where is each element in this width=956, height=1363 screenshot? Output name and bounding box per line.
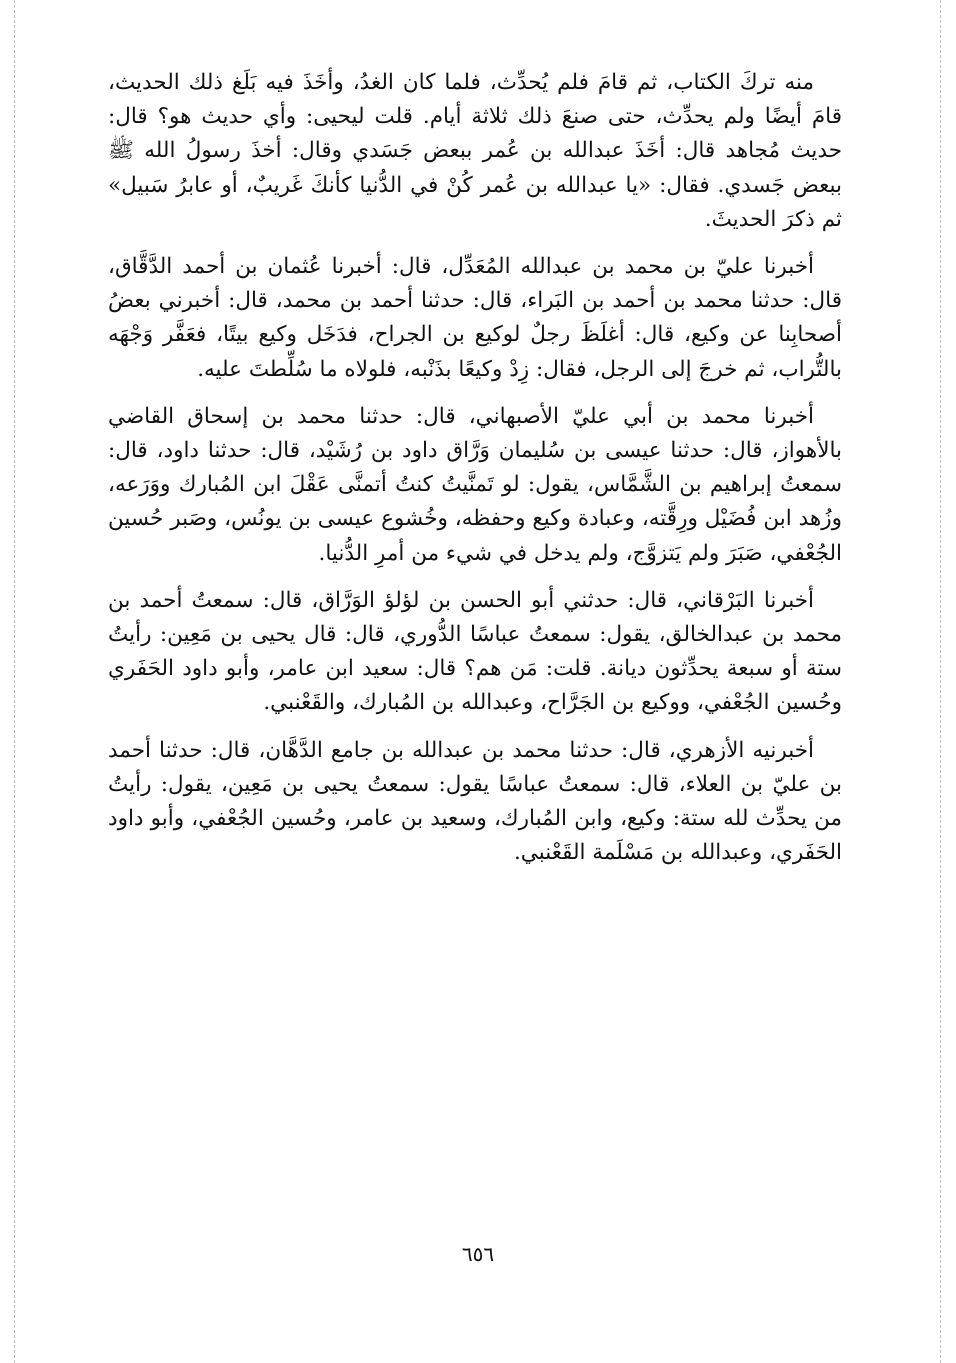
paragraph-3: أخبرنا محمد بن أبي عليّ الأصبهاني، قال: حدثنا محمد بن إسحاق القاضي بالأهواز، قال: حدثنا عيسى بن سُليمان وَرَّاق داود بن رُشَيْد، قال: حدثنا داود، قال: سمعتُ إبراهيم بن الشَّمَّاس، يقول: لو تَمنَّيتُ كنتُ أتمنَّى عَقْلَ ابن المُبارك ووَرَعه، وزُهد ابن فُضَيْل ورِقَّته، وعبادة وكيع وحفظه، وخُشوع عيسى بن يونُس، وصَبر حُسين الجُعْفي، صَبَرَ ولم يَتزوَّج، ولم يدخل في شيء من أمرِ الدُّنيا. [108, 403, 842, 566]
scan-margin-line-right [940, 0, 941, 1363]
scan-margin-line-left [14, 0, 15, 1363]
paragraph-4: أخبرنا البَرْقاني، قال: حدثني أبو الحسن بن لؤلؤ الوَرَّاق، قال: سمعتُ أحمد بن محمد بن عبدالخالق، يقول: سمعتُ عباسًا الدُّوري، قال: قال يحيى بن مَعِين: رأيتُ ستة أو سبعة يحدِّثون ديانة. قلت: مَن هم؟ قال: سعيد ابن عامر، وأبو داود الحَفَري وحُسين الجُعْفي، ووكيع بن الجَرَّاح، وعبدالله بن المُبارك، والقَعْنبي. [108, 587, 842, 716]
page-body [108, 66, 842, 883]
paragraph-5: أخبرنيه الأزهري، قال: حدثنا محمد بن عبدالله بن جامع الدَّهَّان، قال: حدثنا أحمد بن عليّ بن العلاء، قال: سمعتُ عباسًا يقول: سمعتُ يحيى بن مَعِين، يقول: رأيتُ من يحدِّث لله ستة: وكيع، وابن المُبارك، وسعيد بن عامر، وحُسين الجُعْفي، وأبو داود الحَفَري، وعبدالله بن مَسْلَمة القَعْنبي. [108, 737, 842, 866]
paragraph-1: منه تركَ الكتاب، ثم قامَ فلم يُحدِّث، فلما كان الغدُ، وأخَذَ فيه بَلَغ ذلك الحديث، قامَ أيضًا ولم يحدِّث، حتى صنعَ ذلك ثلاثة أيام. قلت ليحيى: وأي حديث هو؟ قال: حديث مُجاهد قال: أخَذَ عبدالله بن عُمر ببعض جَسَدي وقال: أخذَ رسولُ الله ﷺ ببعض جَسدي. فقال: «يا عبدالله بن عُمر كُنْ في الدُّنيا كأنكَ غَريبٌ، أو عابرُ سَبيل» ثم ذكرَ الحديثَ. [108, 70, 842, 232]
page-number: ٦٥٦ [461, 1242, 495, 1266]
paragraph-2: أخبرنا عليّ بن محمد بن عبدالله المُعَدِّل، قال: أخبرنا عُثمان بن أحمد الدَّقَّاق، قال: حدثنا محمد بن أحمد بن البَراء، قال: حدثنا أحمد بن محمد، قال: أخبرني بعضُ أصحابِنا عن وكيع، قال: أغلَظَ رجلٌ لوكيع بن الجراح، فدَخَل وكيع بيتًا، فعَفَّر وَجْهَه بالتُّراب، ثم خرجَ إلى الرجل، فقال: زِدْ وكيعًا بذَنْبه، فلولاه ما سُلِّطتَ عليه. [108, 254, 842, 382]
